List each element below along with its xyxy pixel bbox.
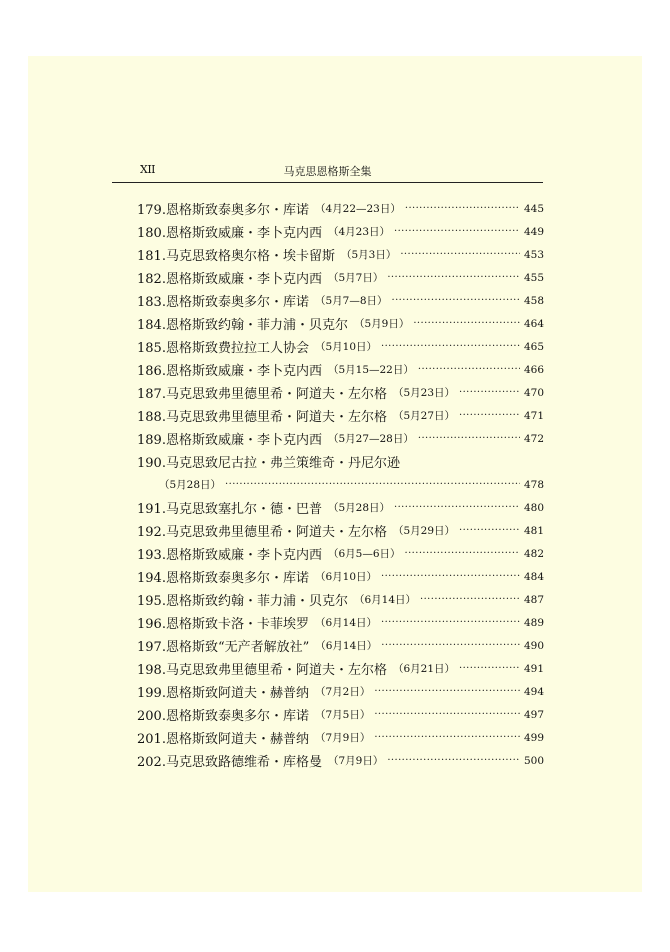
- dot-leader: [381, 341, 520, 352]
- toc-entry-date: （5月23日）: [392, 387, 455, 399]
- toc-entry-page-number: 470: [524, 386, 544, 399]
- dot-leader: [418, 364, 520, 375]
- toc-entry: [137, 703, 544, 726]
- toc-entry-page-number: 480: [524, 501, 544, 514]
- toc-entry: [137, 542, 544, 565]
- toc-entry: [137, 404, 544, 427]
- dot-leader: [405, 203, 520, 214]
- toc-entry-title: 197.恩格斯致“无产者解放社”: [137, 640, 310, 655]
- toc-entry: [137, 588, 544, 611]
- toc-entry-date: （5月27日）: [392, 410, 455, 422]
- toc-entry: [137, 427, 544, 450]
- toc-entry-date: （5月28日）: [327, 502, 390, 514]
- toc-entry-title: 191.马克思致塞扎尔・德・巴普: [137, 502, 322, 517]
- toc-entry: [137, 749, 544, 772]
- dot-leader: [392, 295, 521, 306]
- toc-entry: [137, 450, 544, 473]
- toc-entry-title: 185.恩格斯致费拉拉工人协会: [137, 341, 309, 356]
- toc-entry-page-number: 449: [524, 225, 544, 238]
- page-folio: XII: [140, 163, 156, 176]
- toc-entry: [137, 358, 544, 381]
- dot-leader: [459, 663, 520, 674]
- dot-leader: [381, 617, 520, 628]
- dot-leader: [394, 502, 520, 513]
- table-of-contents: [137, 197, 544, 772]
- toc-entry: [137, 680, 544, 703]
- toc-entry-date: （5月9日）: [353, 318, 410, 330]
- page-header: [112, 162, 543, 183]
- toc-entry: [137, 634, 544, 657]
- toc-entry-title: 181.马克思致格奥尔格・埃卡留斯: [137, 249, 335, 264]
- toc-entry-title: 182.恩格斯致威廉・李卜克内西: [137, 272, 322, 287]
- toc-entry: [137, 289, 544, 312]
- toc-entry-date: （6月10日）: [314, 571, 377, 583]
- toc-entry: [137, 335, 544, 358]
- toc-entry-date: （4月23日）: [327, 226, 390, 238]
- toc-entry-date: （7月9日）: [314, 732, 371, 744]
- toc-entry: [137, 381, 544, 404]
- toc-entry-title: 188.马克思致弗里德里希・阿道夫・左尔格: [137, 410, 387, 425]
- dot-leader: [381, 571, 520, 582]
- dot-leader: [374, 686, 520, 697]
- toc-entry-title: 189.恩格斯致威廉・李卜克内西: [137, 433, 322, 448]
- toc-entry-page-number: 466: [524, 363, 544, 376]
- toc-entry-page-number: 494: [524, 685, 544, 698]
- dot-leader: [459, 410, 520, 421]
- toc-entry-title: 187.马克思致弗里德里希・阿道夫・左尔格: [137, 387, 387, 402]
- toc-entry-title: 194.恩格斯致泰奥多尔・库诺: [137, 571, 309, 586]
- toc-entry: [137, 611, 544, 634]
- dot-leader: [405, 548, 521, 559]
- toc-entry-date: （7月9日）: [327, 755, 384, 767]
- toc-entry-title: 186.恩格斯致威廉・李卜克内西: [137, 364, 322, 379]
- dot-leader: [418, 433, 520, 444]
- toc-entry-date: （6月14日）: [353, 594, 416, 606]
- dot-leader: [225, 479, 520, 490]
- dot-leader: [387, 755, 520, 766]
- toc-entry-date: （4月22—23日）: [314, 203, 401, 215]
- toc-entry-page-number: 478: [524, 478, 544, 491]
- toc-entry-title: 192.马克思致弗里德里希・阿道夫・左尔格: [137, 525, 387, 540]
- running-title: 马克思恩格斯全集: [283, 165, 372, 178]
- toc-entry: [137, 473, 544, 496]
- toc-entry-title: 200.恩格斯致泰奥多尔・库诺: [137, 709, 309, 724]
- toc-entry: [137, 266, 544, 289]
- toc-entry-page-number: 487: [524, 593, 544, 606]
- toc-entry: [137, 496, 544, 519]
- toc-entry: [137, 312, 544, 335]
- toc-entry-page-number: 482: [524, 547, 544, 560]
- toc-entry: [137, 519, 544, 542]
- toc-entry-title: 184.恩格斯致约翰・菲力浦・贝克尔: [137, 318, 348, 333]
- toc-entry-title: 180.恩格斯致威廉・李卜克内西: [137, 226, 322, 241]
- toc-entry-date: （6月5—6日）: [327, 548, 401, 560]
- toc-entry: [137, 220, 544, 243]
- dot-leader: [459, 387, 520, 398]
- toc-entry-date: （5月28日）: [159, 479, 222, 491]
- dot-leader: [413, 318, 520, 329]
- toc-entry-page-number: 453: [524, 248, 544, 261]
- toc-entry: [137, 197, 544, 220]
- toc-entry: [137, 565, 544, 588]
- toc-entry-title: 201.恩格斯致阿道夫・赫普纳: [137, 732, 309, 747]
- toc-entry-title: 199.恩格斯致阿道夫・赫普纳: [137, 686, 309, 701]
- dot-leader: [387, 272, 520, 283]
- toc-entry-page-number: 458: [524, 294, 544, 307]
- dot-leader: [381, 640, 520, 651]
- toc-entry-page-number: 465: [524, 340, 544, 353]
- toc-entry-page-number: 471: [524, 409, 544, 422]
- toc-entry-date: （6月14日）: [315, 640, 378, 652]
- dot-leader: [374, 709, 520, 720]
- toc-entry-date: （5月10日）: [314, 341, 377, 353]
- toc-entry-page-number: 464: [524, 317, 544, 330]
- toc-entry-page-number: 472: [524, 432, 544, 445]
- toc-entry-date: （5月27—28日）: [327, 433, 414, 445]
- dot-leader: [459, 525, 520, 536]
- toc-entry-title: 179.恩格斯致泰奥多尔・库诺: [137, 203, 309, 218]
- toc-entry-page-number: 484: [524, 570, 544, 583]
- toc-entry-title: 198.马克思致弗里德里希・阿道夫・左尔格: [137, 663, 387, 678]
- toc-entry-page-number: 445: [524, 202, 544, 215]
- toc-entry-title: 193.恩格斯致威廉・李卜克内西: [137, 548, 322, 563]
- dot-leader: [400, 249, 520, 260]
- toc-entry-title: 196.恩格斯致卡洛・卡菲埃罗: [137, 617, 309, 632]
- toc-entry-title: 195.恩格斯致约翰・菲力浦・贝克尔: [137, 594, 348, 609]
- toc-entry-date: （6月21日）: [392, 663, 455, 675]
- toc-entry-page-number: 455: [524, 271, 544, 284]
- toc-entry-date: （5月15—22日）: [327, 364, 414, 376]
- toc-entry-date: （5月7日）: [327, 272, 384, 284]
- dot-leader: [374, 732, 520, 743]
- toc-entry-date: （7月2日）: [314, 686, 371, 698]
- toc-entry-page-number: 490: [524, 639, 544, 652]
- dot-leader: [394, 226, 520, 237]
- toc-entry-page-number: 489: [524, 616, 544, 629]
- toc-entry-date: （5月3日）: [340, 249, 397, 261]
- toc-entry-page-number: 497: [524, 708, 544, 721]
- toc-entry-date: （5月7—8日）: [314, 295, 388, 307]
- toc-entry: [137, 726, 544, 749]
- toc-entry-page-number: 499: [524, 731, 544, 744]
- toc-entry-title: 202.马克思致路德维希・库格曼: [137, 755, 322, 770]
- toc-entry-title: 190.马克思致尼古拉・弗兰策维奇・丹尼尔逊: [137, 456, 400, 471]
- toc-entry-page-number: 491: [524, 662, 544, 675]
- dot-leader: [420, 594, 520, 605]
- toc-entry: [137, 243, 544, 266]
- toc-entry-page-number: 481: [524, 524, 544, 537]
- toc-entry-date: （6月14日）: [314, 617, 377, 629]
- toc-entry-date: （5月29日）: [392, 525, 455, 537]
- toc-entry-page-number: 500: [524, 754, 544, 767]
- toc-entry-title: 183.恩格斯致泰奥多尔・库诺: [137, 295, 309, 310]
- toc-entry: [137, 657, 544, 680]
- toc-entry-date: （7月5日）: [314, 709, 371, 721]
